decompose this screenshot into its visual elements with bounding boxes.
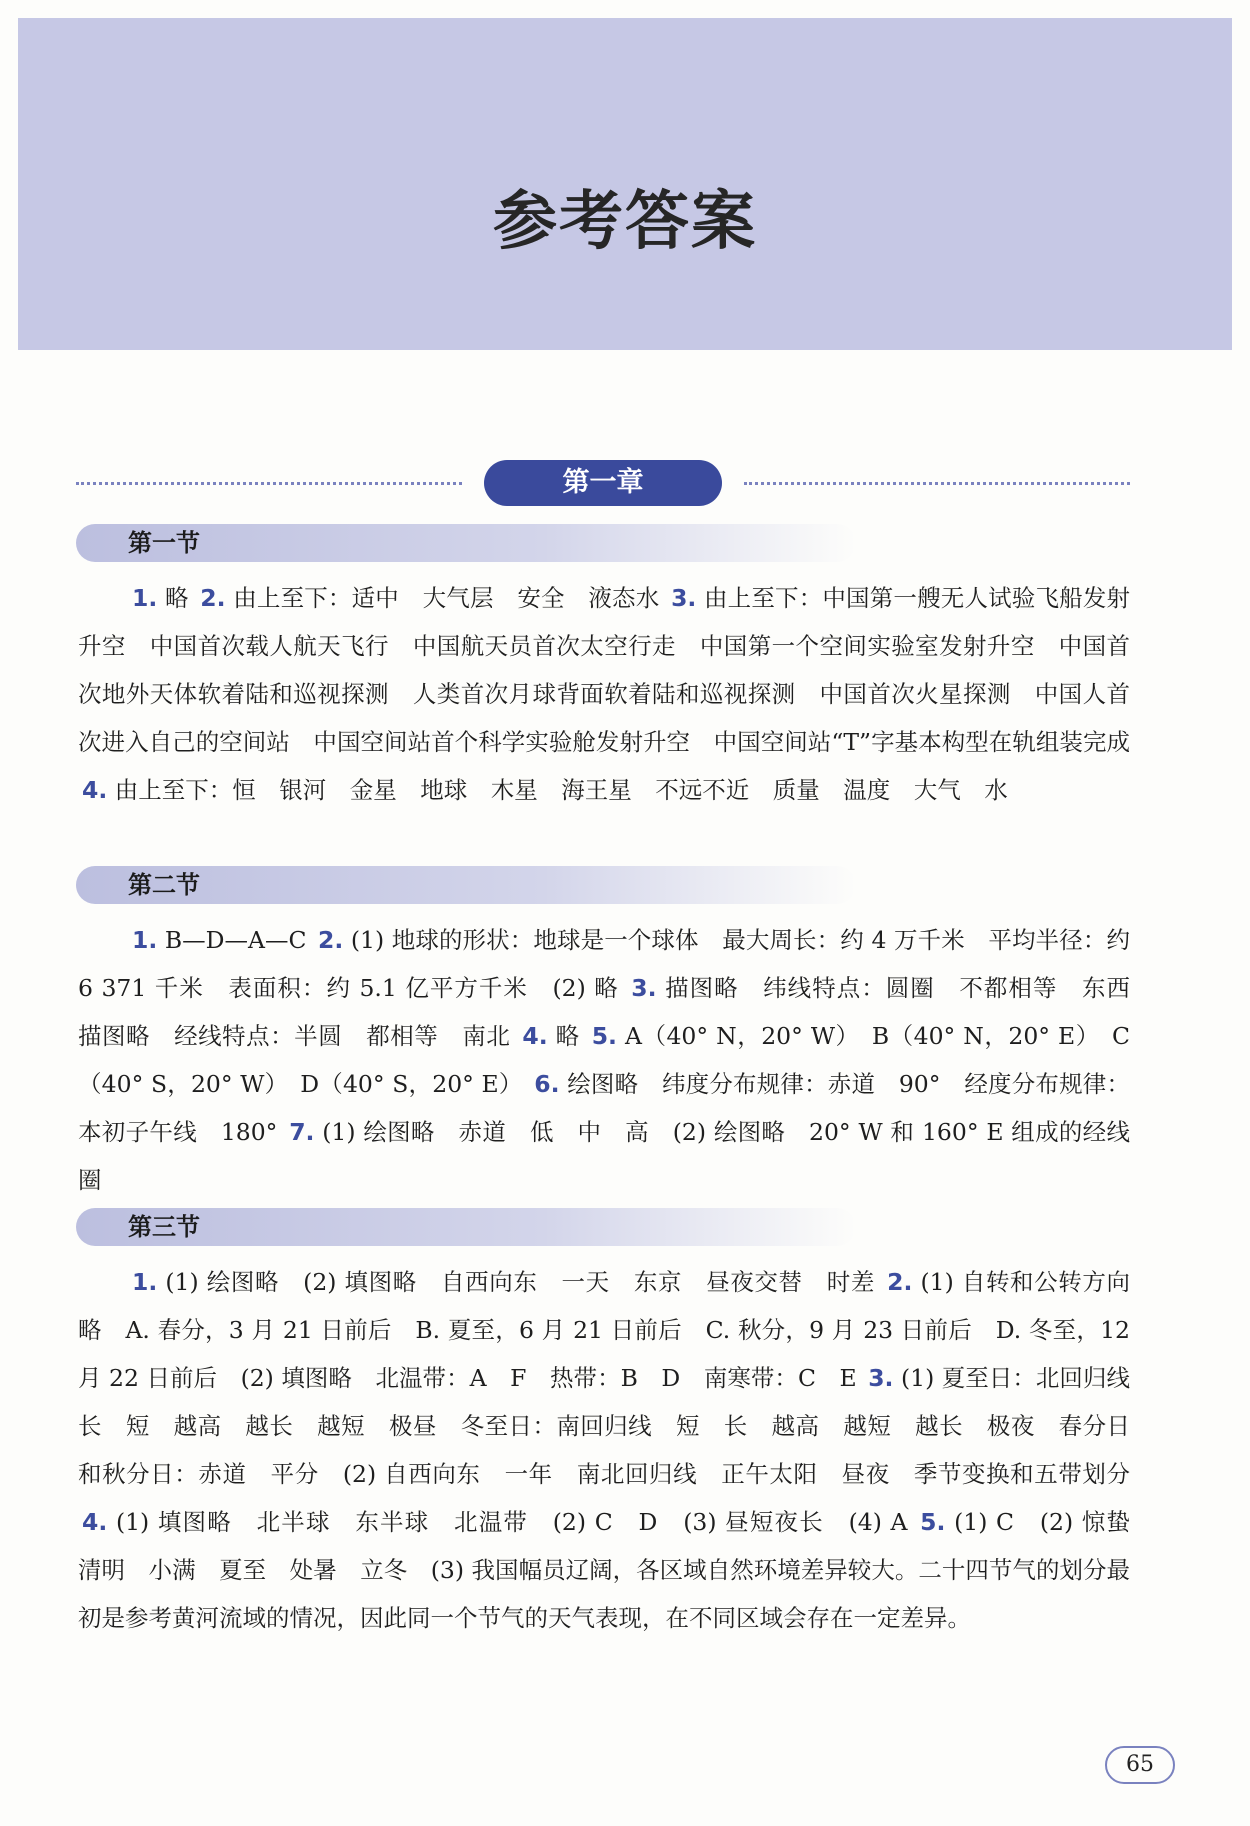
- item-text: 描图略 纬线特点：圆圈 不都相等 东西 描图略 经线特点：半圆 都相等 南北: [78, 974, 1154, 1050]
- chapter-label: 第一章: [484, 460, 722, 506]
- dotted-rule-right: [744, 482, 1130, 485]
- item-text: (1) 绘图略 (2) 填图略 自西向东 一天 东京 昼夜交替 时差: [165, 1268, 875, 1296]
- item-text: 由上至下：适中 大气层 安全 液态水: [233, 584, 660, 612]
- item-text: A（40° N，20° W） B（40° N，20° E） C（40° S，20° W） D（40° S，20° E）: [78, 1022, 1130, 1098]
- item-number: 2.: [887, 1268, 913, 1296]
- item-number: 2.: [318, 926, 344, 954]
- item-number: 6.: [534, 1070, 560, 1098]
- item-text: 由上至下：恒 银河 金星 地球 木星 海王星 不远不近 质量 温度 大气 水: [114, 776, 1008, 804]
- section-1-answers: [78, 574, 1130, 814]
- item-text: 由上至下：中国第一艘无人试验飞船发射升空 中国首次载人航天飞行 中国航天员首次太空行走 中国第一个空间实验室发射升空 中国首次地外天体软着陆和巡视探测 人类首次月球背面软着陆和巡视探测 中国首次火星探测 中国人首次进入自己的空间站 中国空间站首个科学实验舱发射升空 中国空间站“T”字基本构型在轨组装完成: [78, 584, 1130, 756]
- section-heading-3: [76, 1208, 856, 1246]
- item-number: 3.: [631, 974, 657, 1002]
- item-text: B—D—A—C: [164, 926, 307, 954]
- item-text: (1) 绘图略 赤道 低 中 高 (2) 绘图略 20° W 和 160° E 组成的经线圈: [78, 1118, 1130, 1194]
- item-number: 4.: [82, 776, 108, 804]
- item-text: (1) C (2) 惊蛰 清明 小满 夏至 处暑 立冬 (3) 我国幅员辽阔，各区域自然环境差异较大。二十四节气的划分最初是参考黄河流域的情况，因此同一个节气的天气表现，在不同区域会存在一定差异。: [78, 1508, 1154, 1632]
- item-number: 5.: [591, 1022, 617, 1050]
- item-text: (1) 夏至日：北回归线 长 短 越高 越长 越短 极昼 冬至日：南回归线 短 长 越高 越短 越长 极夜 春分日和秋分日：赤道 平分 (2) 自西向东 一年 南北回归线 正午太阳 昼夜 季节变换和五带划分: [78, 1364, 1154, 1488]
- section-2-answers: [78, 916, 1154, 1204]
- item-number: 1.: [132, 584, 158, 612]
- section-heading-label: 第二节: [128, 871, 200, 899]
- item-number: 2.: [200, 584, 226, 612]
- item-text: (1) 填图略 北半球 东半球 北温带 (2) C D (3) 昼短夜长 (4) A: [115, 1508, 908, 1536]
- section-heading-label: 第一节: [128, 529, 200, 557]
- item-number: 5.: [920, 1508, 946, 1536]
- item-text: 略: [164, 584, 189, 612]
- item-number: 4.: [522, 1022, 548, 1050]
- item-text: (1) 自转和公转方向略 A. 春分，3 月 21 日前后 B. 夏至，6 月 21 日前后 C. 秋分，9 月 23 日前后 D. 冬至，12 月 22 日前后 (2) 填图略 北温带：A F 热带：B D 南寒带：C E: [78, 1268, 1131, 1392]
- section-3-answers: [78, 1258, 1154, 1642]
- item-number: 3.: [868, 1364, 894, 1392]
- section-heading-1: [76, 524, 856, 562]
- item-text: (1) 地球的形状：地球是一个球体 最大周长：约 4 万千米 平均半径：约 6 371 千米 表面积：约 5.1 亿平方千米 (2) 略: [78, 926, 1130, 1002]
- dotted-rule-left: [76, 482, 462, 485]
- item-number: 4.: [82, 1508, 108, 1536]
- item-number: 1.: [132, 926, 158, 954]
- chapter-header: [76, 460, 1130, 506]
- item-text: 绘图略 纬度分布规律：赤道 90° 经度分布规律：本初子午线 180°: [78, 1070, 1130, 1146]
- item-number: 7.: [289, 1118, 315, 1146]
- item-number: 1.: [132, 1268, 158, 1296]
- section-heading-label: 第三节: [128, 1213, 200, 1241]
- item-text: 略: [555, 1022, 580, 1050]
- page-title: 参考答案: [493, 185, 757, 259]
- item-number: 3.: [671, 584, 697, 612]
- page-number: 65: [1105, 1746, 1175, 1784]
- section-heading-2: [76, 866, 856, 904]
